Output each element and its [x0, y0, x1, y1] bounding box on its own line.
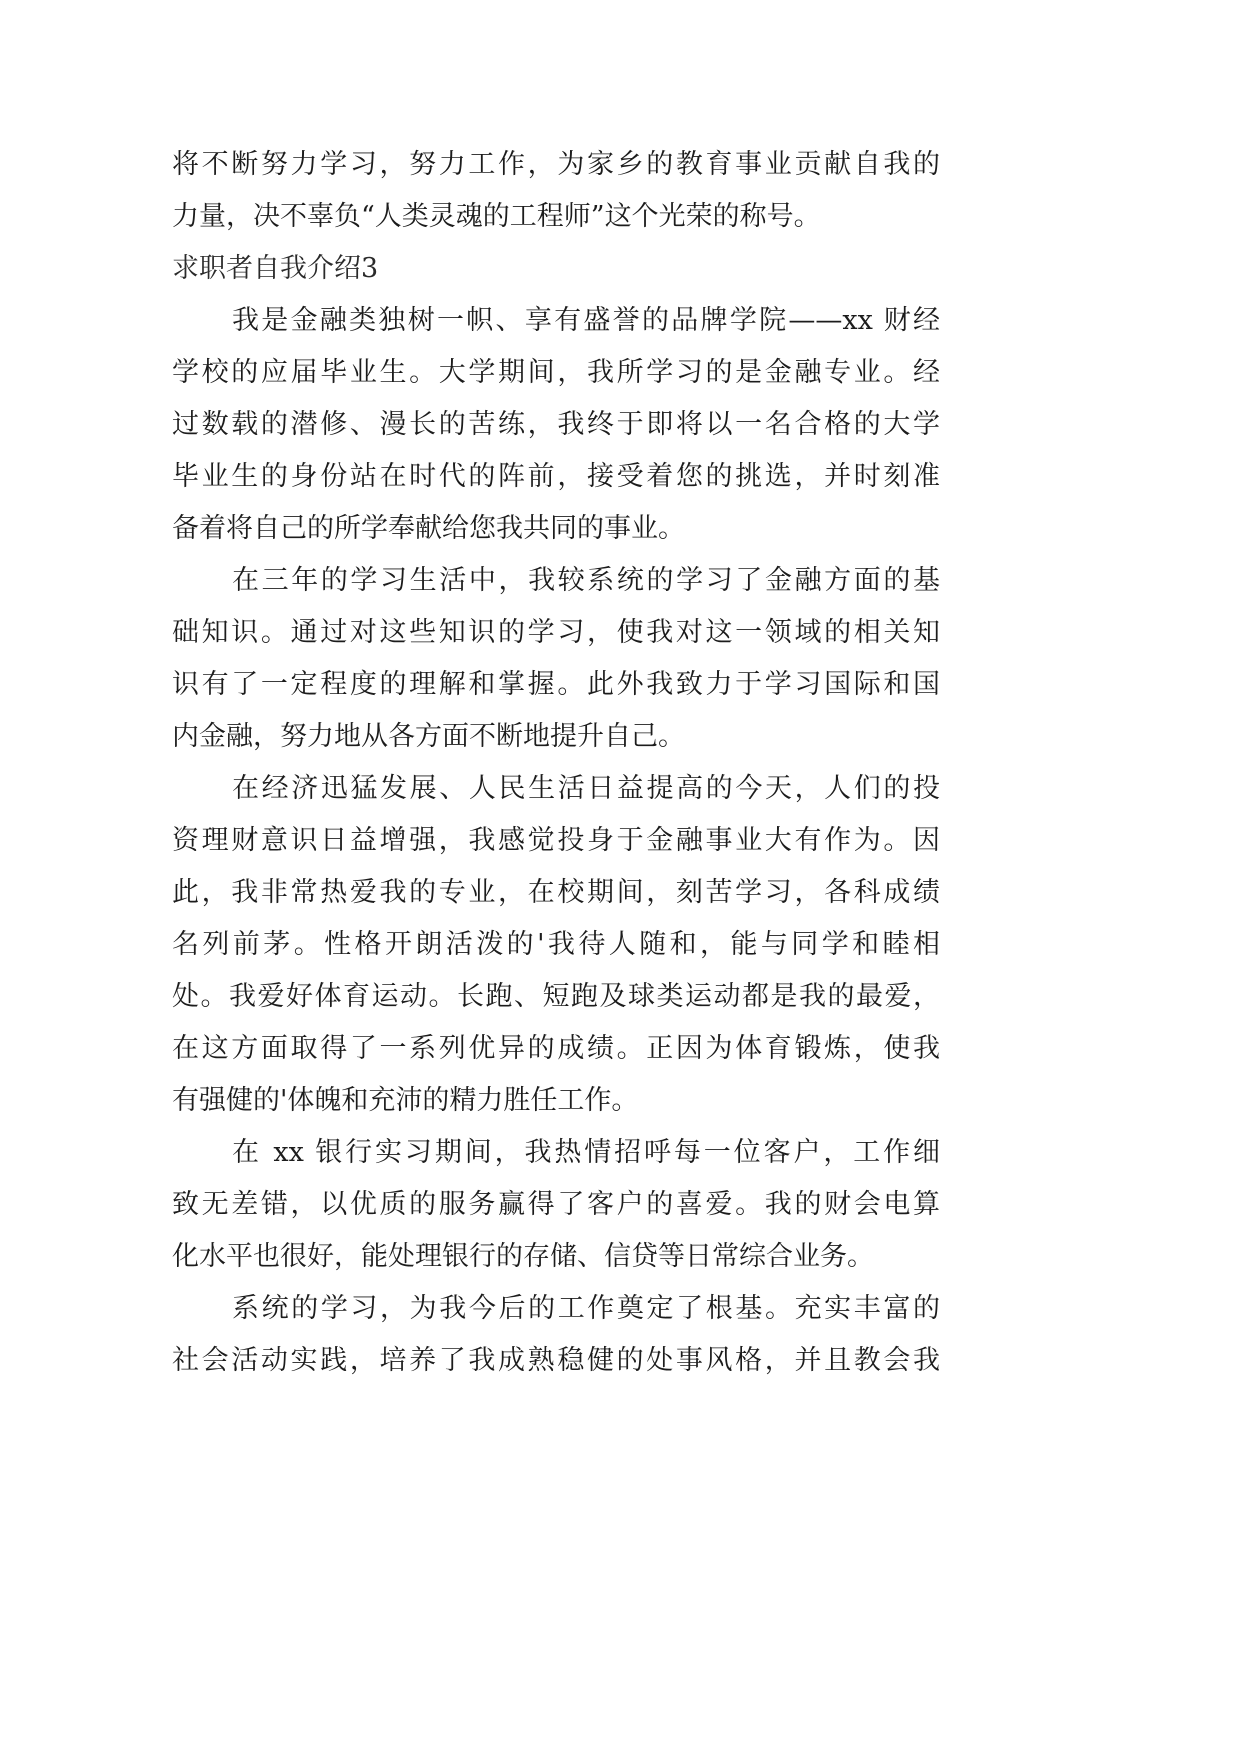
text-line: 在 xx 银行实习期间，我热情招呼每一位客户，工作细	[232, 1137, 940, 1168]
paragraph	[172, 763, 940, 1127]
text-line: 社会活动实践，培养了我成熟稳健的处事风格，并且教会我	[172, 1345, 940, 1376]
paragraph-continued	[172, 139, 940, 243]
text-line: 过数载的潜修、漫长的苦练，我终于即将以一名合格的大学	[172, 409, 940, 440]
text-line: 名列前茅。性格开朗活泼的'我待人随和，能与同学和睦相	[172, 929, 940, 960]
text-line: 化水平也很好，能处理银行的存储、信贷等日常综合业务。	[172, 1241, 874, 1272]
text-line: 在三年的学习生活中，我较系统的学习了金融方面的基	[232, 565, 940, 596]
text-line: 系统的学习，为我今后的工作奠定了根基。充实丰富的	[232, 1293, 940, 1324]
text-line: 致无差错，以优质的服务赢得了客户的喜爱。我的财会电算	[172, 1189, 940, 1220]
text-line: 在这方面取得了一系列优异的成绩。正因为体育锻炼，使我	[172, 1033, 940, 1064]
text-line: 我是金融类独树一帜、享有盛誉的品牌学院——xx 财经	[232, 305, 940, 336]
section-heading: 求职者自我介绍3	[172, 253, 379, 284]
text-line: 此，我非常热爱我的专业，在校期间，刻苦学习，各科成绩	[172, 877, 940, 908]
text-line: 学校的应届毕业生。大学期间，我所学习的是金融专业。经	[172, 357, 940, 388]
paragraph	[172, 295, 940, 555]
text-line: 资理财意识日益增强，我感觉投身于金融事业大有作为。因	[172, 825, 940, 856]
text-line: 将不断努力学习，努力工作，为家乡的教育事业贡献自我的	[172, 149, 940, 180]
text-line: 处。我爱好体育运动。长跑、短跑及球类运动都是我的最爱，	[172, 981, 940, 1012]
text-line: 备着将自己的所学奉献给您我共同的事业。	[172, 513, 685, 544]
paragraph	[172, 555, 940, 763]
text-line: 毕业生的身份站在时代的阵前，接受着您的挑选，并时刻准	[172, 461, 940, 492]
text-line: 识有了一定程度的理解和掌握。此外我致力于学习国际和国	[172, 669, 940, 700]
text-line: 在经济迅猛发展、人民生活日益提高的今天，人们的投	[232, 773, 940, 804]
paragraph	[172, 1127, 940, 1283]
paragraph	[172, 1283, 940, 1387]
text-line: 础知识。通过对这些知识的学习，使我对这一领域的相关知	[172, 617, 940, 648]
document-body	[172, 139, 940, 1387]
text-line: 有强健的'体魄和充沛的精力胜任工作。	[172, 1085, 639, 1116]
text-line: 力量，决不辜负“人类灵魂的工程师”这个光荣的称号。	[172, 201, 821, 232]
text-line: 内金融，努力地从各方面不断地提升自己。	[172, 721, 685, 752]
